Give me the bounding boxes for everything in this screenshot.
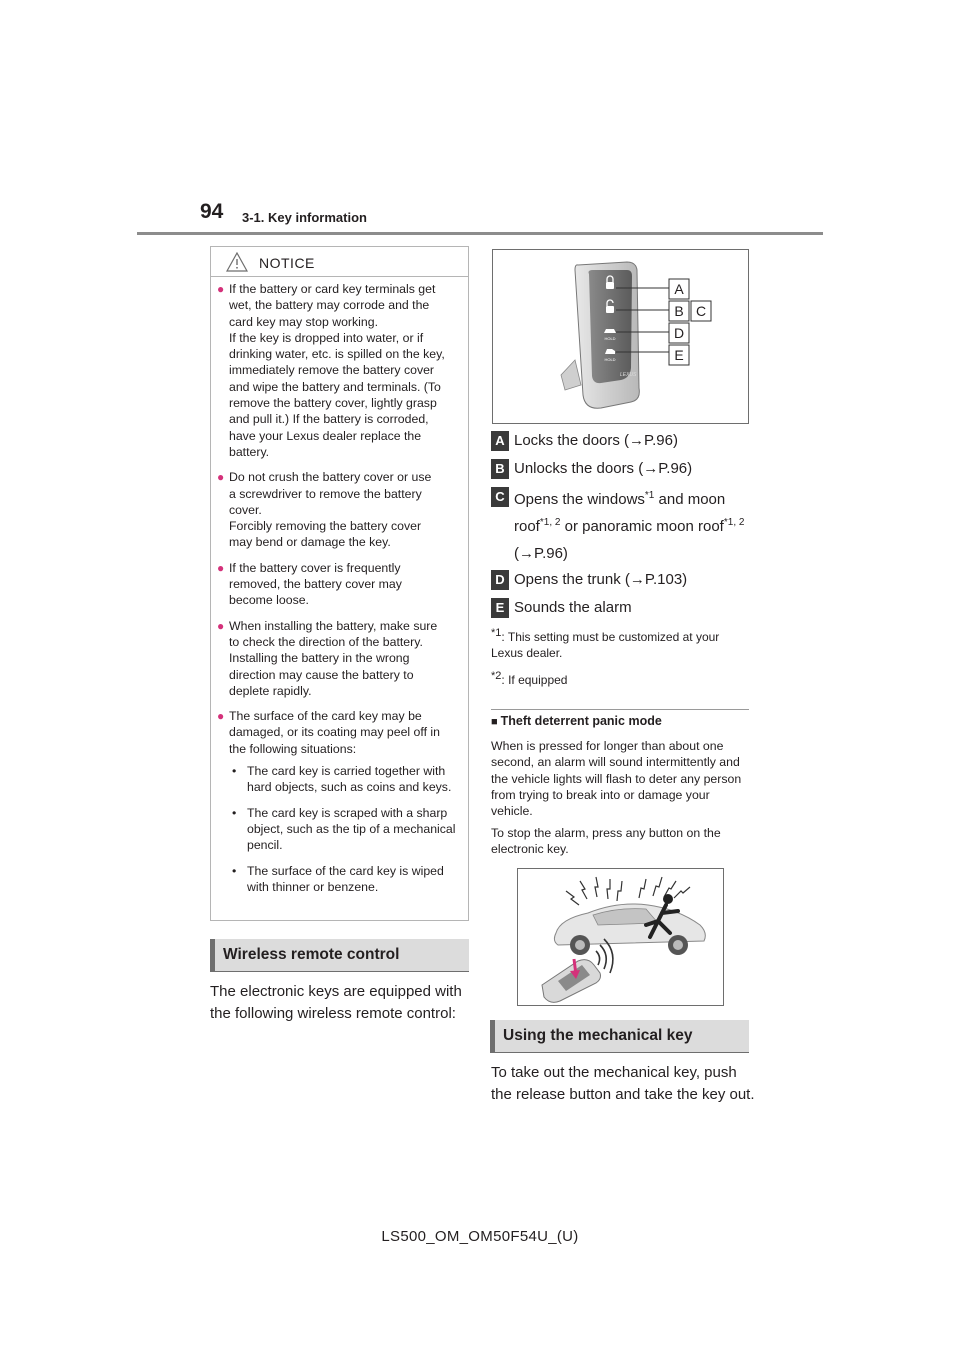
bullet-icon: ●	[217, 618, 225, 633]
function-letter: D	[491, 570, 509, 590]
notice-item: ● If the battery cover is frequently removed, the battery cover may become loose.	[217, 560, 402, 608]
notice-list	[219, 281, 465, 904]
callout-c: C	[695, 303, 707, 319]
bullet-icon: ●	[217, 560, 225, 575]
page-number: 94	[200, 200, 224, 223]
notice-sub-item: • The card key is scraped with a sharp object, such as the tip of a mechanical pencil.	[232, 805, 456, 853]
header-rule	[137, 232, 823, 235]
mechanical-key-body-text: To take out the mechanical key, push the release button and take the key out.	[491, 1064, 755, 1103]
wireless-section-heading: Wireless remote control	[210, 939, 469, 972]
panic-mode-description: When is pressed for longer than about one second, an alarm will sound intermittently and the vehicle lights will flash to deter any person from trying to break into or damage your vehicle.	[491, 739, 742, 819]
footnote-1: *1: This setting must be customized at your Lexus dealer.	[491, 627, 720, 660]
square-bullet-icon: ■	[491, 716, 498, 728]
notice-sub-item: • The card key is carried together with hard objects, such as coins and keys.	[232, 764, 452, 795]
document-code-footer: LS500_OM_OM50F54U_(U)	[381, 1228, 579, 1245]
function-letter: E	[491, 598, 509, 618]
unlock-icon	[606, 306, 614, 313]
notice-sub-item: • The surface of the card key is wiped with thinner or benzene.	[232, 863, 444, 894]
footnote-2: *2: If equipped	[491, 670, 568, 687]
callout-b: B	[674, 303, 684, 319]
notice-box	[210, 246, 469, 921]
bullet-icon: ●	[217, 709, 225, 724]
section-divider	[491, 709, 749, 710]
notice-item: ● Do not crush the battery cover or use a screwdriver to remove the battery cover. Forcibly removing the battery cover may bend or damage the key.	[217, 470, 432, 550]
notice-sub-list	[229, 763, 465, 895]
notice-item: ● When installing the battery, make sure to check the direction of the battery. Installing the battery in the wrong direction may cause the battery to deplete rapidly.	[217, 618, 438, 698]
svg-text:HOLD: HOLD	[604, 357, 616, 362]
notice-header	[211, 247, 468, 277]
function-item-e: E Sounds the alarm	[491, 597, 756, 625]
panic-alarm-drawing	[518, 869, 723, 1005]
bullet-icon: ●	[217, 282, 225, 296]
panic-mode-title: ■ Theft deterrent panic mode	[491, 714, 662, 728]
callout-a: A	[674, 281, 684, 297]
function-item-c: C Opens the windows$^{*1}$ and moon roof$^{*1, 2}$ or panoramic moon roof$^{*1, 2}$ (→P.96)	[491, 486, 756, 567]
function-item-b: B Unlocks the doors (→P.96)	[491, 458, 756, 486]
wireless-body-text: The electronic keys are equipped with the following wireless remote control:	[210, 983, 462, 1022]
remote-function-list	[491, 430, 756, 625]
panic-alarm-illustration	[517, 868, 724, 1006]
lock-icon	[606, 282, 614, 289]
panic-mode-stop-text: To stop the alarm, press any button on the electronic key.	[491, 826, 721, 857]
svg-text:HOLD: HOLD	[604, 336, 616, 341]
key-fob-drawing	[493, 250, 748, 423]
section-title: 3-1. Key information	[242, 210, 367, 225]
function-letter: A	[491, 431, 509, 451]
svg-text:LEXUS: LEXUS	[620, 372, 637, 378]
bullet-icon: ●	[217, 470, 225, 485]
function-item-d: D Opens the trunk (→P.103)	[491, 569, 756, 597]
notice-label: NOTICE	[259, 255, 315, 271]
key-fob-illustration	[492, 249, 749, 424]
callout-e: E	[674, 347, 684, 363]
mechanical-key-section-heading: Using the mechanical key	[490, 1020, 749, 1053]
window-icon	[604, 329, 616, 333]
function-letter: B	[491, 459, 509, 479]
function-item-a: A Locks the doors (→P.96)	[491, 430, 756, 458]
warning-triangle-icon	[226, 252, 248, 272]
function-letter: C	[491, 487, 509, 507]
callout-d: D	[673, 325, 685, 341]
notice-item: ● If the battery or card key terminals get wet, the battery may corrode and the card key may stop working. If the key is dropped into water, or if drinking water, etc. is spilled on the key, immediately remove the battery cover and wipe the battery and terminals. (To remove the battery cover, lightly grasp and pull it.) If the battery is corroded, have your Lexus dealer replace the battery.	[217, 282, 445, 459]
notice-item: ● The surface of the card key may be damaged, or its coating may peel off in the following situations: • The card key is carried together with hard objects, such as coins and keys. • The card key is scraped with a sharp object, such as the tip of a mechanical pencil. • The surface of the card key is wiped with thinner or benzene.	[219, 708, 465, 895]
